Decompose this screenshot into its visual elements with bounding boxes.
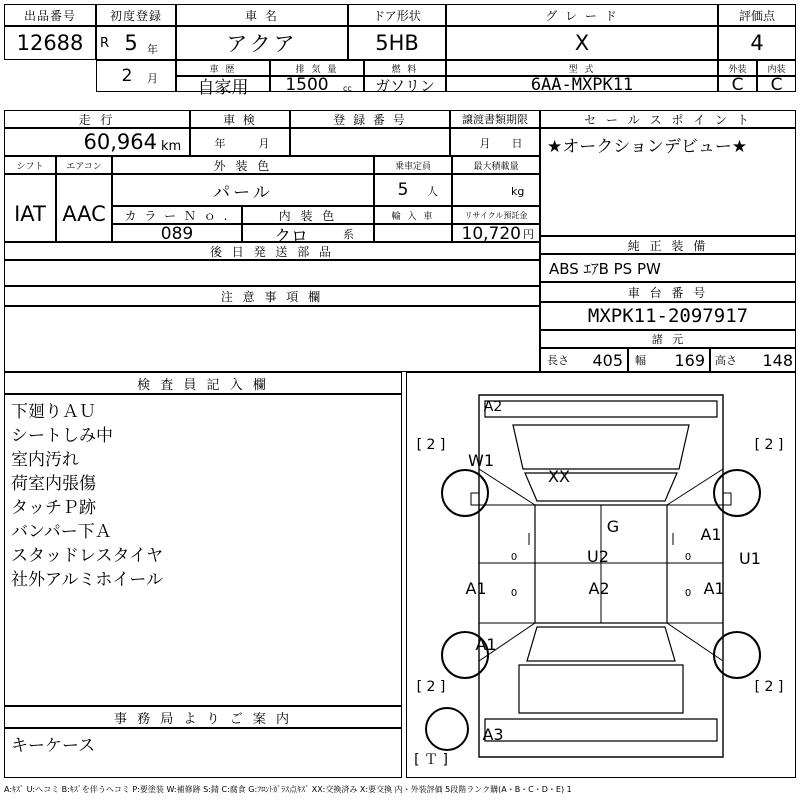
inspector-note-line: シートしみ中 bbox=[11, 425, 113, 446]
interior-grade-label: 内装 bbox=[767, 64, 786, 75]
width-label: 幅 bbox=[635, 354, 646, 367]
exterior-color-label: 外 装 色 bbox=[213, 158, 273, 173]
inspector-label: 検 査 員 記 入 欄 bbox=[137, 377, 269, 393]
exterior-color-cell bbox=[112, 174, 374, 206]
car-name-cell bbox=[176, 26, 348, 60]
exterior-grade-value: C bbox=[731, 75, 744, 95]
lot-no: 12688 bbox=[16, 31, 84, 55]
grade-label-cell bbox=[446, 4, 718, 26]
car-name-label-cell bbox=[176, 4, 348, 26]
chassis-label-cell bbox=[540, 282, 796, 302]
mark-left-rear-door: A1 bbox=[465, 578, 487, 598]
mark-left-front-bracket: [ 2 ] bbox=[416, 437, 446, 453]
reg-no-value bbox=[291, 129, 449, 155]
sales-point-cell bbox=[540, 128, 796, 236]
color-no-label: カ ラ ー Ｎ ｏ . bbox=[124, 208, 230, 223]
office-label: 事 務 局 よ り ご 案 内 bbox=[114, 711, 292, 727]
inspector-notes-cell bbox=[4, 394, 402, 706]
office-label-cell bbox=[4, 706, 402, 728]
mileage-label: 走 行 bbox=[78, 112, 116, 127]
fuel-value: ガソリン bbox=[374, 76, 435, 95]
score-label: 評価点 bbox=[738, 8, 775, 23]
exterior-color-value: パール bbox=[213, 182, 273, 203]
max-load-value bbox=[453, 175, 507, 205]
inspector-note-line: 荷室内張傷 bbox=[11, 473, 96, 494]
genuine-equip-label-cell bbox=[540, 236, 796, 254]
length-cell bbox=[540, 348, 628, 372]
grade-value: X bbox=[574, 31, 590, 55]
mark-right-front-door: A1 bbox=[700, 524, 722, 544]
mark-right-front-bracket: [ 2 ] bbox=[754, 437, 784, 453]
mark-right-rear-door: A1 bbox=[703, 578, 725, 598]
door-label: ドア形状 bbox=[373, 8, 421, 23]
exterior-grade-cell bbox=[718, 75, 757, 95]
mark-left-rear-bracket: [ 2 ] bbox=[416, 679, 446, 695]
mark-hood: XX bbox=[548, 466, 570, 486]
model-code-label: 型 式 bbox=[568, 64, 596, 75]
height-label: 高さ bbox=[715, 354, 737, 367]
dim-label-cell bbox=[540, 330, 796, 348]
door-cell bbox=[348, 26, 446, 60]
interior-color-value: クロ bbox=[274, 226, 308, 247]
history-value: 自家用 bbox=[197, 77, 249, 98]
mark-door-zero-1: 0 bbox=[510, 551, 518, 563]
fuel-cell bbox=[364, 76, 446, 95]
transfer-label: 譲渡書類期限 bbox=[462, 113, 528, 126]
aircon-label-cell bbox=[56, 156, 112, 174]
seats-value: 5 bbox=[397, 180, 409, 200]
displacement-label: 排 気 量 bbox=[295, 64, 339, 75]
mileage-label-cell bbox=[4, 110, 190, 128]
sales-point-label: セ ー ル ス ポ イ ン ト bbox=[584, 112, 752, 127]
recycle-label: リサイクル預託金 bbox=[464, 210, 528, 220]
recycle-value: 10,720 bbox=[461, 224, 521, 244]
notes-label-cell bbox=[4, 286, 540, 306]
mark-center-body: U2 bbox=[587, 546, 609, 566]
width-cell bbox=[628, 348, 710, 372]
interior-color-suffix: 系 bbox=[343, 228, 354, 241]
aircon-cell bbox=[56, 174, 112, 242]
score-cell bbox=[718, 26, 796, 60]
chassis-cell bbox=[540, 302, 796, 330]
seats-label: 乗車定員 bbox=[394, 161, 431, 172]
first-reg-year-cell bbox=[96, 26, 176, 60]
shaken-label-cell bbox=[190, 110, 290, 128]
wheel-rear-right bbox=[713, 631, 761, 679]
wheel-front-left bbox=[441, 469, 489, 517]
mark-right-rear-quarter: U1 bbox=[739, 548, 761, 568]
max-load-label: 最大積載量 bbox=[473, 161, 519, 172]
interior-grade-value: C bbox=[770, 75, 783, 95]
chassis-label: 車 台 番 号 bbox=[627, 285, 709, 300]
max-load-cell bbox=[452, 174, 540, 206]
transfer-day-unit: 日 bbox=[511, 137, 523, 150]
first-reg-year: 5 bbox=[124, 31, 138, 55]
reg-no-cell bbox=[290, 128, 450, 156]
mileage-unit: km bbox=[161, 138, 182, 154]
sales-point-text: ★オークションデビュー★ bbox=[547, 136, 748, 157]
chassis-no: MXPK11-2097917 bbox=[587, 305, 749, 327]
first-reg-month-unit: 月 bbox=[147, 72, 158, 85]
lot-no-cell bbox=[4, 26, 96, 60]
sales-point-label-cell bbox=[540, 110, 796, 128]
mark-left-front-fender: W1 bbox=[468, 450, 494, 470]
spare-tire bbox=[425, 707, 469, 751]
inspector-note-line: 社外アルミホイール bbox=[11, 569, 163, 590]
displacement-value: 1500 bbox=[285, 75, 329, 95]
aircon-value: AAC bbox=[62, 202, 106, 226]
score-value: 4 bbox=[750, 31, 764, 55]
displacement-cell bbox=[270, 75, 364, 95]
transfer-month-unit: 月 bbox=[479, 137, 491, 150]
grade-cell bbox=[446, 26, 718, 60]
mark-tire-bracket: [ Ｔ ] bbox=[414, 752, 448, 768]
max-load-label-cell bbox=[452, 156, 540, 174]
genuine-equip-cell bbox=[540, 254, 796, 282]
first-reg-era: R bbox=[100, 35, 110, 51]
later-parts-label-cell bbox=[4, 242, 540, 260]
length-value: 405 bbox=[592, 350, 623, 370]
first-reg-year-unit: 年 bbox=[147, 43, 158, 56]
shaken-label: 車 検 bbox=[223, 112, 257, 127]
displacement-unit: cc bbox=[343, 83, 352, 93]
genuine-equip-value: ABS ｴｱB PS PW bbox=[549, 259, 661, 278]
office-notice-cell bbox=[4, 728, 402, 778]
height-value: 148 bbox=[762, 350, 793, 370]
interior-grade-cell bbox=[757, 75, 796, 95]
wheel-front-right bbox=[713, 469, 761, 517]
interior-color-label: 内 装 色 bbox=[278, 208, 338, 223]
inspector-note-line: スタッドレスタイヤ bbox=[11, 545, 164, 566]
first-reg-month: 2 bbox=[121, 66, 133, 86]
notes-cell bbox=[4, 306, 540, 372]
grade-label: グ レ ー ド bbox=[545, 8, 619, 23]
history-label: 車 歴 bbox=[209, 64, 237, 75]
exterior-color-label-cell bbox=[112, 156, 374, 174]
inspector-label-cell bbox=[4, 372, 402, 394]
interior-color-cell bbox=[242, 224, 374, 247]
shaken-year-unit: 年 bbox=[214, 137, 226, 150]
dim-label: 諸 元 bbox=[651, 333, 687, 346]
model-code-value: 6AA-MXPK11 bbox=[530, 75, 634, 95]
shift-label: シフト bbox=[16, 161, 44, 172]
office-notice-text: キーケース bbox=[11, 735, 96, 756]
notes-label: 注 意 事 項 欄 bbox=[220, 289, 324, 304]
max-load-unit: kg bbox=[511, 184, 525, 198]
recycle-unit: 円 bbox=[523, 228, 534, 241]
transfer-cell bbox=[450, 128, 540, 156]
car-name-label: 車 名 bbox=[245, 8, 279, 23]
reg-no-label-cell bbox=[290, 110, 450, 128]
exterior-grade-label: 外装 bbox=[728, 64, 747, 75]
mark-door-zero-3: 0 bbox=[510, 587, 518, 599]
later-parts-cell bbox=[4, 260, 540, 286]
mark-door-zero-4: 0 bbox=[684, 587, 692, 599]
color-no-value: 089 bbox=[160, 224, 194, 244]
first-reg-month-cell bbox=[96, 60, 176, 92]
inspector-note-line: バンパー下Ａ bbox=[11, 521, 112, 542]
color-no-cell bbox=[112, 224, 242, 242]
seats-cell bbox=[374, 174, 452, 206]
car-diagram bbox=[406, 372, 796, 778]
lot-label-cell bbox=[4, 4, 96, 26]
first-reg-label: 初度登録 bbox=[109, 8, 162, 23]
reg-no-label: 登 録 番 号 bbox=[333, 112, 407, 127]
inspector-note-line: 下廻りＡＵ bbox=[11, 401, 96, 422]
import-cell bbox=[374, 224, 452, 242]
mark-rear-center: A2 bbox=[588, 578, 610, 598]
height-cell bbox=[710, 348, 796, 372]
width-value: 169 bbox=[674, 350, 705, 370]
mark-left-rear-fender: A1 bbox=[475, 634, 497, 654]
shift-value: IAT bbox=[14, 202, 46, 226]
aircon-label: エアコン bbox=[66, 161, 102, 172]
legend-text: A:ｷｽﾞ U:ヘコミ B:ｷｽﾞを伴うヘコミ P:要塗装 W:補修跡 S:錆 C:腐食 G:ﾌﾛﾝﾄｶﾞﾗｽ点ｷｽﾞ XX:交換済み X:要交換 内・外装評価 5段階ランク購(A・B・C・D・E) 1 bbox=[4, 784, 572, 794]
import-value bbox=[375, 225, 451, 241]
shift-label-cell bbox=[4, 156, 56, 174]
inspector-note-line: タッチＰ跡 bbox=[11, 497, 96, 518]
length-label: 長さ bbox=[547, 354, 569, 367]
shaken-month-unit: 月 bbox=[258, 137, 270, 150]
mark-top-left-panel: A2 bbox=[483, 399, 503, 415]
mark-door-zero-2: 0 bbox=[684, 551, 692, 563]
mark-roof-center: G bbox=[606, 516, 620, 536]
history-cell bbox=[176, 76, 270, 98]
import-label-cell bbox=[374, 206, 452, 224]
mark-right-rear-bracket: [ 2 ] bbox=[754, 679, 784, 695]
import-label: 輸 入 車 bbox=[391, 211, 435, 222]
genuine-equip-label: 純 正 装 備 bbox=[627, 238, 709, 253]
fuel-label: 燃 料 bbox=[391, 64, 419, 75]
shaken-cell bbox=[190, 128, 290, 156]
door-label-cell bbox=[348, 4, 446, 26]
door-shape: 5HB bbox=[375, 31, 419, 55]
inspector-note-line: 室内汚れ bbox=[11, 449, 79, 470]
recycle-cell bbox=[452, 224, 540, 242]
lot-label: 出品番号 bbox=[23, 8, 76, 23]
car-name: アクア bbox=[226, 32, 298, 56]
first-reg-label-cell bbox=[96, 4, 176, 26]
score-label-cell bbox=[718, 4, 796, 26]
later-parts-label: 後 日 発 送 部 品 bbox=[209, 244, 335, 259]
mileage-cell bbox=[4, 128, 190, 156]
shift-cell bbox=[4, 174, 56, 242]
model-code-cell bbox=[446, 75, 718, 95]
seats-unit: 人 bbox=[427, 185, 438, 198]
mark-trunk: A3 bbox=[482, 724, 504, 744]
mileage-value: 60,964 bbox=[83, 130, 157, 154]
seats-label-cell bbox=[374, 156, 452, 174]
transfer-label-cell bbox=[450, 110, 540, 128]
